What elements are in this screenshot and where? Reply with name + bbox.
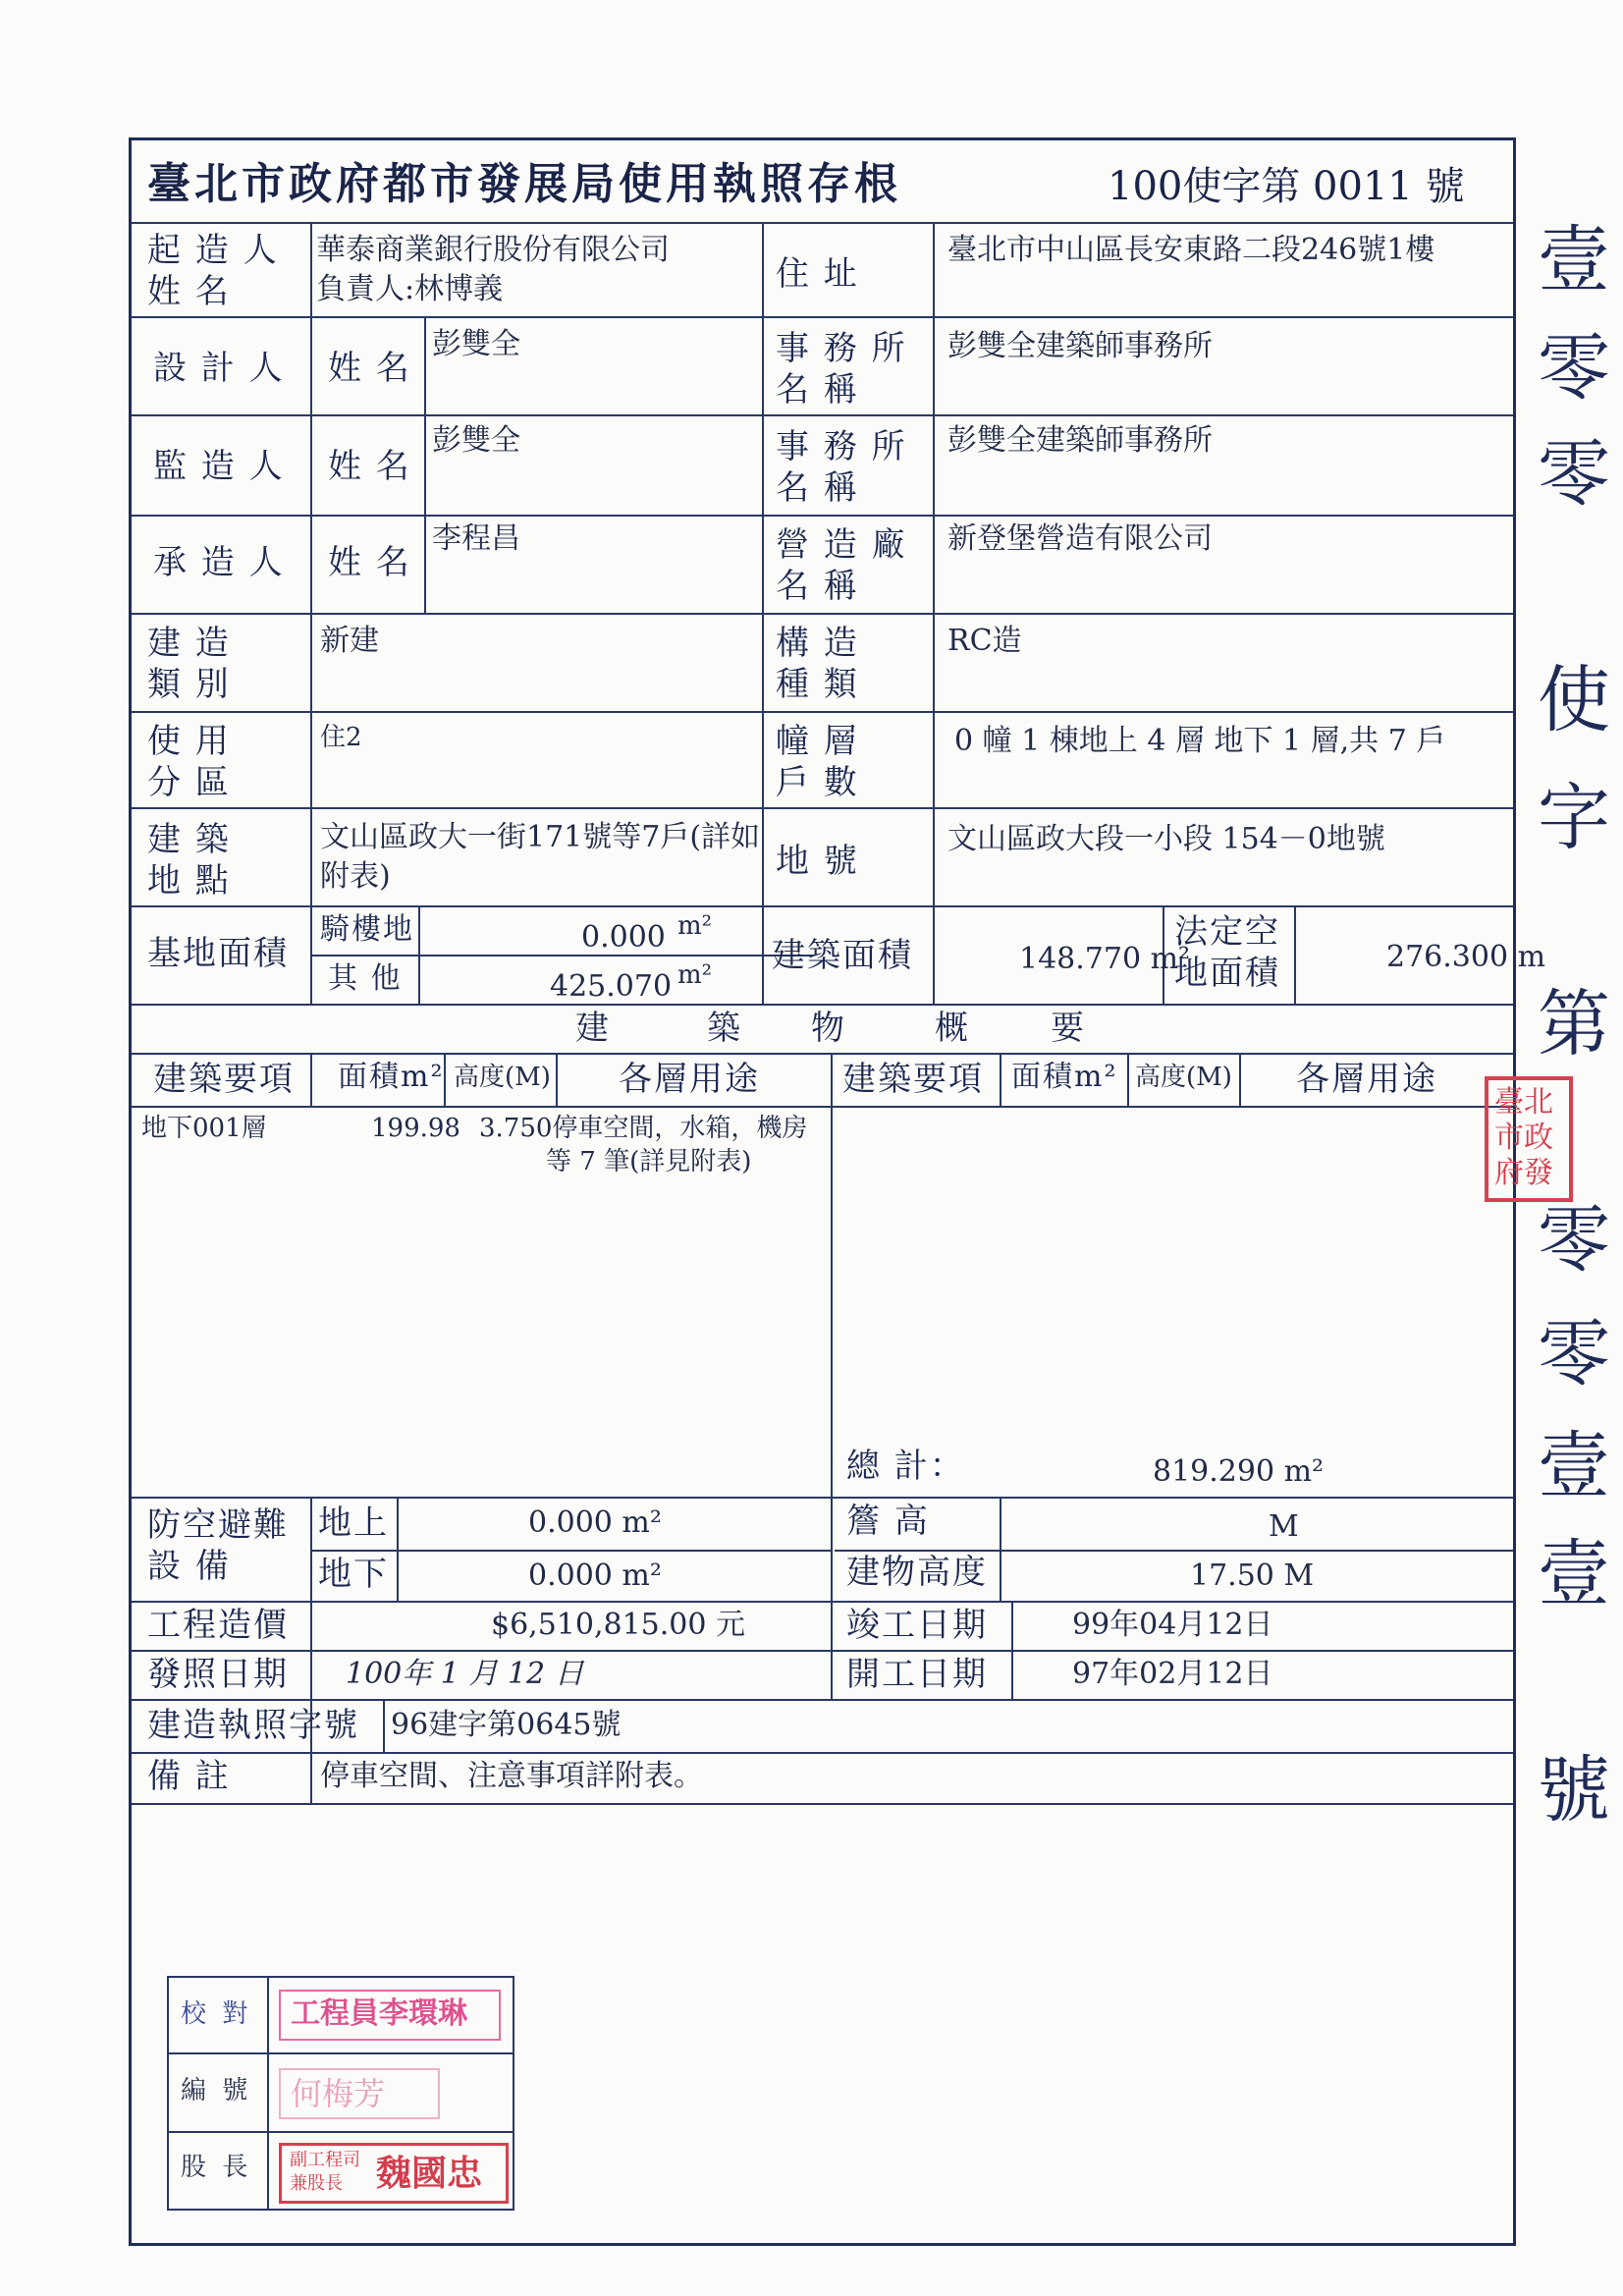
designer-label: 設 計 人 (153, 349, 285, 388)
chief-stamp (279, 2143, 509, 2204)
cost-label: 工程造價 (147, 1606, 289, 1645)
margin-char-10: 壹 (1538, 1532, 1610, 1616)
grid-line (132, 1497, 1513, 1499)
grid-line (310, 222, 312, 1004)
numbering-stamp-text: 何梅芳 (291, 2075, 386, 2112)
seal-text: 臺北 (1494, 1085, 1553, 1120)
start-date: 97年02月12日 (1072, 1657, 1273, 1691)
permit-number-label: 建造執照字號 (147, 1706, 359, 1745)
grid-line (132, 905, 1513, 907)
grid-line (132, 613, 1513, 615)
supervisor-office-label: 事 務 所 (776, 427, 907, 466)
margin-char-7: 零 (1538, 1198, 1610, 1283)
shelter-below: 0.000 m² (528, 1558, 662, 1593)
official-seal (1485, 1076, 1573, 1202)
grid-line (310, 1053, 312, 1106)
grid-line (132, 1650, 1513, 1652)
construction-cost: $6,510,815.00 元 (491, 1608, 746, 1642)
address-label: 住 址 (776, 254, 859, 294)
grid-line (132, 1004, 1513, 1006)
grid-line (132, 316, 1513, 318)
supervisor-name: 彭雙全 (432, 423, 520, 458)
contractor-firm-label: 營 造 廠 (776, 525, 907, 565)
construction-type-label: 建 造 (147, 624, 231, 663)
col-area-left: 面積m² (338, 1060, 445, 1094)
designer-office-label: 事 務 所 (776, 329, 907, 368)
grid-line (1011, 1601, 1013, 1699)
supervisor-name-label: 姓 名 (328, 447, 411, 486)
applicant-label-name: 姓 名 (147, 272, 231, 311)
grid-line (312, 1550, 831, 1552)
grid-line (310, 1497, 312, 1803)
grid-line (1239, 1053, 1241, 1106)
designer-office-label-2: 名 稱 (776, 370, 859, 410)
zoning-value: 住2 (320, 723, 362, 752)
arcade-area: 0.000 (581, 920, 666, 955)
supervisor-office-label-2: 名 稱 (776, 468, 859, 508)
grid-line (835, 1550, 1513, 1552)
zoning-label-2: 分 區 (147, 763, 231, 802)
floor-use: 3.750停車空間，水箱，機房 (479, 1114, 808, 1143)
margin-char-11: 號 (1538, 1748, 1610, 1832)
other-area-unit: m² (677, 960, 713, 990)
arcade-label: 騎樓地 (320, 912, 414, 947)
grid-line (1000, 1053, 1001, 1106)
contractor-firm-label-2: 名 稱 (776, 567, 859, 606)
grid-line (132, 1106, 1513, 1108)
remark-value: 停車空間、注意事項詳附表。 (320, 1759, 703, 1793)
margin-char-9: 壹 (1538, 1424, 1610, 1508)
shelter-below-label: 地下 (318, 1555, 389, 1594)
completion-date-label: 竣工日期 (846, 1606, 988, 1645)
applicant-address: 臺北市中山區長安東路二段246號1樓 (947, 233, 1435, 267)
margin-char-3: 零 (1538, 432, 1610, 517)
grid-line (1294, 905, 1296, 1004)
contractor-name-label: 姓 名 (328, 543, 411, 582)
margin-char-6: 第 (1538, 982, 1610, 1066)
remark-label: 備 註 (147, 1757, 231, 1796)
eave-height-label: 簷 高 (846, 1502, 930, 1541)
grid-line (383, 1699, 385, 1752)
arcade-unit: m² (677, 911, 713, 941)
floor-use-2: 等 7 筆(詳見附表) (546, 1147, 752, 1176)
supervisor-office: 彭雙全建築師事務所 (947, 423, 1213, 458)
grid-line (132, 711, 1513, 713)
inspector-stamp (279, 1990, 501, 2041)
completion-date: 99年04月12日 (1072, 1608, 1273, 1642)
summary-heading-1: 建 (575, 1009, 611, 1048)
chief-label: 股 長 (181, 2153, 252, 2182)
other-area: 425.070 (550, 969, 673, 1004)
grid-line (132, 1053, 1513, 1055)
grid-line (312, 955, 813, 957)
summary-heading-3: 物 (811, 1009, 846, 1048)
approval-box (167, 1976, 514, 2211)
start-date-label: 開工日期 (846, 1655, 988, 1694)
margin-char-2: 零 (1538, 326, 1610, 410)
site-area-label: 基地面積 (147, 934, 289, 973)
contractor-label: 承 造 人 (153, 543, 285, 582)
grid-line (169, 2052, 513, 2054)
building-area: 148.770 m² (1019, 942, 1191, 976)
col-use-left: 各層用途 (619, 1060, 760, 1099)
chief-stamp-title-2: 兼股長 (290, 2173, 343, 2194)
total-area: 819.290 m² (1153, 1454, 1325, 1489)
number-label: 編 號 (181, 2076, 252, 2105)
construction-type-label-2: 類 別 (147, 665, 231, 704)
margin-char-8: 零 (1538, 1312, 1610, 1396)
permit-number: 96建字第0645號 (391, 1708, 622, 1742)
grid-line (132, 1699, 1513, 1701)
col-height-left: 高度(M) (454, 1063, 551, 1092)
grid-line (132, 1803, 1513, 1805)
floors-label: 幢 層 (776, 722, 859, 761)
summary-heading-2: 築 (707, 1009, 742, 1048)
grid-line (132, 414, 1513, 416)
eave-height: M (1269, 1509, 1299, 1544)
shelter-label-2: 設 備 (147, 1547, 231, 1586)
col-item-left: 建築要項 (153, 1060, 295, 1099)
supervisor-label: 監 造 人 (153, 447, 285, 486)
open-space-label-2: 地面積 (1174, 954, 1280, 993)
shelter-above: 0.000 m² (528, 1505, 662, 1540)
open-space-label: 法定空 (1174, 912, 1280, 952)
lot-value: 文山區政大段一小段 154－0地號 (947, 822, 1385, 856)
document-title: 臺北市政府都市發展局使用執照存根 (147, 159, 901, 209)
summary-heading-5: 要 (1051, 1009, 1086, 1048)
grid-line (762, 222, 764, 1004)
col-area-right: 面積m² (1011, 1060, 1118, 1094)
grid-line (556, 1053, 558, 1106)
designer-name: 彭雙全 (432, 327, 520, 361)
shelter-label: 防空避難 (147, 1505, 289, 1545)
grid-line (169, 2131, 513, 2133)
floor-area: 199.98 (371, 1114, 460, 1143)
grid-line (397, 1497, 399, 1601)
document-number: 100使字第 0011 號 (1108, 164, 1465, 209)
grid-line (132, 1601, 1513, 1603)
numbering-stamp (279, 2068, 440, 2119)
grid-line (1127, 1053, 1129, 1106)
grid-line (418, 905, 420, 1004)
grid-line (132, 515, 1513, 517)
structure-type: RC造 (947, 624, 1022, 658)
col-use-right: 各層用途 (1296, 1060, 1437, 1099)
building-height: 17.50 M (1190, 1558, 1315, 1593)
contractor-firm: 新登堡營造有限公司 (947, 521, 1213, 556)
total-label: 總 計： (846, 1447, 965, 1486)
issue-date-label: 發照日期 (147, 1655, 289, 1694)
margin-char-5: 字 (1538, 776, 1610, 860)
location-value: 文山區政大一街171號等7戶(詳如 (320, 820, 761, 854)
applicant-company: 華泰商業銀行股份有限公司 (316, 233, 670, 267)
designer-name-label: 姓 名 (328, 349, 411, 388)
summary-heading-4: 概 (935, 1009, 970, 1048)
open-space-area: 276.300 m (1386, 940, 1546, 974)
other-area-label: 其 他 (328, 961, 403, 996)
grid-line (132, 807, 1513, 809)
grid-line (267, 1978, 269, 2209)
chief-stamp-name: 魏國忠 (376, 2153, 483, 2194)
grid-line (424, 316, 426, 613)
floors-value: 0 幢 1 棟地上 4 層 地下 1 層,共 7 戶 (954, 724, 1446, 758)
grid-line (132, 1752, 1513, 1754)
margin-char-4: 使 (1538, 658, 1610, 742)
seal-text-2: 市政 (1494, 1121, 1553, 1155)
grid-line (132, 222, 1513, 224)
location-label-2: 地 點 (147, 861, 231, 901)
zoning-label: 使 用 (147, 722, 231, 761)
floor-name: 地下001層 (141, 1114, 267, 1143)
construction-type: 新建 (320, 624, 379, 658)
structure-label-2: 種 類 (776, 665, 859, 704)
building-height-label: 建物高度 (846, 1553, 988, 1592)
issue-date: 100年 1 月 12 日 (346, 1657, 584, 1691)
building-area-label: 建築面積 (772, 936, 913, 975)
structure-label: 構 造 (776, 624, 859, 663)
location-label: 建 築 (147, 820, 231, 859)
inspector-stamp-text: 工程員李環琳 (291, 1996, 467, 2031)
grid-line (933, 222, 935, 1004)
chief-stamp-title: 副工程司 (290, 2150, 360, 2170)
col-item-right: 建築要項 (842, 1060, 984, 1099)
col-height-right: 高度(M) (1135, 1063, 1232, 1092)
shelter-above-label: 地上 (318, 1503, 389, 1543)
margin-char-1: 壹 (1538, 218, 1610, 302)
applicant-label: 起 造 人 (147, 231, 279, 270)
floors-label-2: 戶 數 (776, 763, 859, 802)
applicant-representative: 負責人:林博義 (316, 272, 504, 306)
check-label: 校 對 (181, 1999, 252, 2029)
seal-text-3: 府發 (1494, 1156, 1553, 1190)
grid-line (831, 1053, 833, 1699)
contractor-name: 李程昌 (432, 521, 520, 556)
location-value-2: 附表) (320, 859, 391, 894)
lot-label: 地 號 (776, 842, 859, 881)
grid-line (1000, 1497, 1001, 1601)
designer-office: 彭雙全建築師事務所 (947, 329, 1213, 363)
